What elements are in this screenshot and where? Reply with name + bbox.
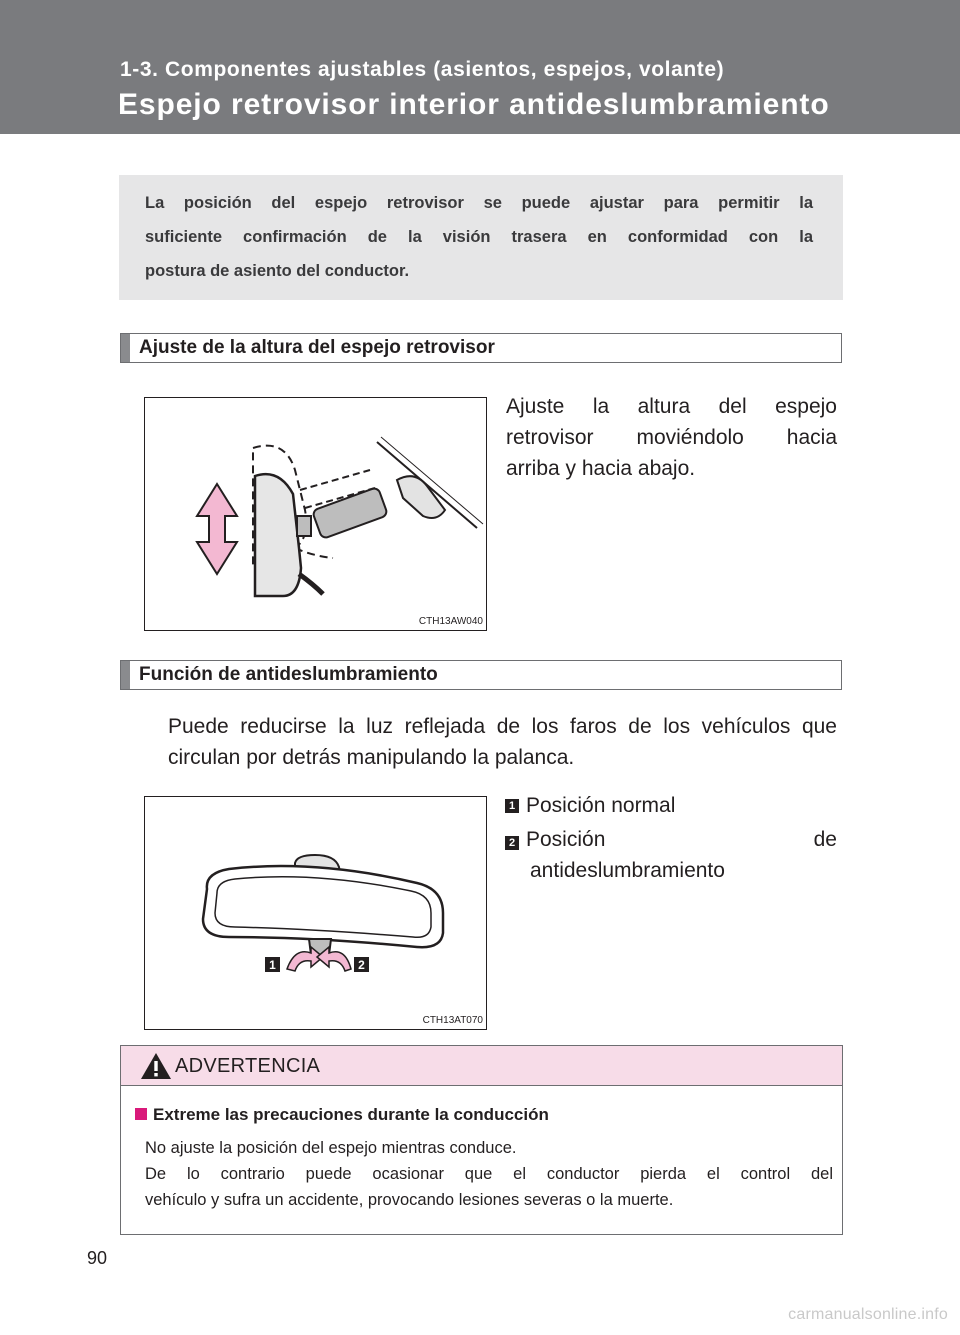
heading-bar <box>121 334 130 362</box>
section-heading-text: Ajuste de la altura del espejo retrovisor <box>139 337 495 358</box>
list-item <box>505 824 837 886</box>
list-item-label: Posición normal <box>526 794 676 817</box>
heading-bar <box>121 661 130 689</box>
section2-text <box>168 711 837 773</box>
number-badge: 2 <box>505 836 519 850</box>
intro-line: postura de asiento del conductor. <box>145 262 410 280</box>
page-title: Espejo retrovisor interior antideslumbramiento <box>118 88 830 121</box>
warning-subtitle-text: Extreme las precauciones durante la conducción <box>153 1105 549 1124</box>
warning-subtitle <box>135 1105 549 1125</box>
list-item <box>505 790 837 821</box>
text-line: Ajuste la altura del espejo <box>506 395 837 418</box>
warning-line: vehículo y sufra un accidente, provocando lesiones severas o la muerte. <box>145 1191 674 1209</box>
text-line: retrovisor moviéndolo hacia <box>506 426 837 449</box>
text-line: arriba y hacia abajo. <box>506 457 696 480</box>
warning-line: De lo contrario puede ocasionar que el conductor pierda el control del <box>145 1165 833 1183</box>
warning-icon <box>139 1051 173 1081</box>
mirror-lever <box>299 574 323 594</box>
mirror-body <box>255 474 301 596</box>
intro-line: La posición del espejo retrovisor se puede ajustar para permitir la <box>145 194 813 212</box>
list-item-label: Posición de <box>526 828 837 851</box>
section-heading-text: Función de antideslumbramiento <box>139 664 438 685</box>
watermark: carmanualsonline.info <box>788 1306 948 1323</box>
intro-line: suficiente confirmación de la visión trasera en conformidad con la <box>145 228 813 246</box>
dashed-arm <box>300 470 370 490</box>
section1-text <box>506 391 837 484</box>
number-badge: 1 <box>505 799 519 813</box>
figure-antiglare-lever <box>144 796 487 1030</box>
antiglare-illustration <box>145 797 486 1029</box>
warning-title: ADVERTENCIA <box>175 1055 321 1077</box>
mount-base <box>397 476 445 518</box>
warning-header <box>121 1046 842 1086</box>
warning-box <box>120 1045 843 1235</box>
intro-text <box>145 186 813 288</box>
callout-label: 1 <box>269 958 276 972</box>
callout-label: 2 <box>358 958 365 972</box>
mirror-height-illustration <box>145 398 486 630</box>
mirror-joint <box>297 516 311 536</box>
text-line: Puede reducirse la luz reflejada de los faros de los vehículos que <box>168 715 837 738</box>
page-header <box>0 0 960 134</box>
warning-line: No ajuste la posición del espejo mientras conduce. <box>145 1139 517 1157</box>
page-number: 90 <box>87 1248 108 1268</box>
text-line: circulan por detrás manipulando la palanca. <box>168 746 575 769</box>
figure-code: CTH13AW040 <box>418 616 483 627</box>
list-item-label-cont: antideslumbramiento <box>530 859 725 882</box>
section-heading-altura <box>120 333 842 363</box>
section-heading-antideslumbramiento <box>120 660 842 690</box>
up-down-arrow-icon <box>197 484 237 574</box>
intro-box <box>119 175 843 300</box>
figure-code: CTH13AT070 <box>422 1015 483 1026</box>
figure-mirror-height <box>144 397 487 631</box>
bullet-square-icon <box>135 1108 147 1120</box>
section-label: 1-3. Componentes ajustables (asientos, espejos, volante) <box>120 58 725 81</box>
